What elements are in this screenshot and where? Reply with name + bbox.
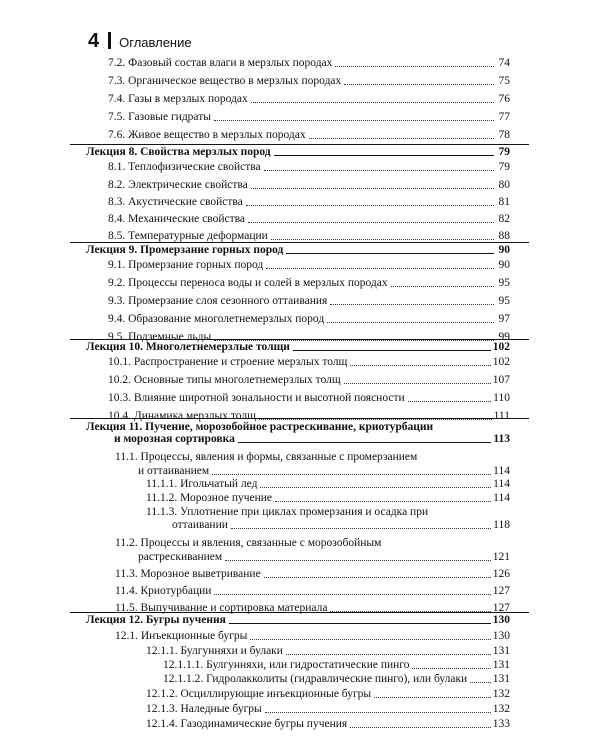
toc-entry-11-3[interactable] [115, 568, 510, 581]
toc-entry-page: 110 [493, 392, 510, 404]
toc-entry-10-1[interactable] [108, 356, 510, 369]
toc-entry-page: 102 [492, 356, 510, 368]
toc-entry-12-1-1-1[interactable] [163, 659, 510, 672]
toc-entry-title: 9.4. Образование многолетнемерзлых пород [108, 313, 325, 325]
toc-entry-7-6[interactable] [108, 129, 510, 142]
toc-entry-page: 121 [492, 551, 510, 563]
toc-entry-title: 11.5. Выпучивание и сортировка материала [115, 602, 328, 614]
toc-entry-11-1-1[interactable] [146, 478, 510, 491]
toc-entry-11-4[interactable] [115, 585, 510, 598]
toc-entry-9-1[interactable] [108, 259, 510, 272]
lecture-rule [70, 339, 529, 340]
toc-entry-11-2[interactable] [138, 551, 510, 564]
toc-entry-title: оттаивании [172, 519, 228, 531]
toc-entry-page: 131 [492, 673, 510, 685]
toc-entry-page: 127 [492, 602, 510, 614]
toc-entry-11-1-line1[interactable]: 11.1. Процессы, явления и формы, связанные с промерзанием [115, 451, 418, 463]
toc-entry-page: 107 [492, 374, 510, 386]
toc-entry-11-1-2[interactable] [146, 492, 510, 505]
toc-entry-9-2[interactable] [108, 277, 510, 290]
toc-entry-title: 8.1. Теплофизические свойства [108, 161, 261, 173]
toc-entry-7-3[interactable] [108, 75, 510, 88]
toc-entry-title: 10.1. Распространение и строение мерзлых толщ [108, 356, 348, 368]
toc-entry-11-1-3[interactable] [172, 519, 510, 532]
toc-entry-page: 133 [492, 718, 510, 730]
toc-entry-12-1-2[interactable] [146, 688, 510, 701]
toc-entry-7-2[interactable] [108, 57, 510, 70]
toc-lecture-12[interactable] [86, 614, 510, 627]
toc-entry-title: 9.5. Подземные льды [108, 331, 212, 343]
toc-entry-8-1[interactable] [108, 161, 510, 174]
toc-lecture-8[interactable] [86, 146, 510, 159]
toc-entry-page: 79 [498, 146, 510, 158]
toc-entry-12-1-1[interactable] [146, 645, 510, 658]
toc-entry-page: 111 [493, 410, 510, 422]
toc-entry-page: 76 [498, 93, 510, 105]
toc-entry-page: 131 [492, 645, 510, 657]
toc-entry-title: 10.4. Динамика мерзлых толщ [108, 410, 256, 422]
toc-entry-11-1-3-line1[interactable]: 11.1.3. Уплотнение при циклах промерзания и осадка при [146, 506, 429, 518]
lecture-rule [70, 242, 529, 243]
toc-entry-title: 11.1.1. Игольчатый лед [146, 478, 258, 490]
toc-entry-10-2[interactable] [108, 374, 510, 387]
toc-entry-page: 114 [493, 492, 510, 504]
toc-entry-title: 7.4. Газы в мерзлых породах [108, 93, 248, 105]
toc-entry-title: 10.2. Основные типы многолетнемерзлых толщ [108, 374, 341, 386]
toc-entry-8-2[interactable] [108, 179, 510, 192]
toc-entry-title: 12.1.3. Наледные бугры [146, 703, 262, 715]
toc-entry-title: Лекция 8. Свойства мерзлых пород [86, 146, 271, 158]
page-number: 4 [88, 30, 100, 52]
toc-lecture-11-line1[interactable]: Лекция 11. Пучение, морозобойное растрескивание, криотурбации [86, 421, 434, 433]
toc-entry-title: Лекция 9. Промерзание горных пород [86, 244, 284, 256]
toc-entry-page: 113 [493, 433, 510, 445]
toc-entry-title: 11.1.2. Морозное пучение [146, 492, 273, 504]
toc-entry-title: 7.2. Фазовый состав влаги в мерзлых породах [108, 57, 333, 69]
toc-entry-title: 11.3. Морозное выветривание [115, 568, 261, 580]
running-title: Оглавление [119, 35, 192, 50]
toc-entry-title: 9.2. Процессы переноса воды и солей в мерзлых породах [108, 277, 388, 289]
toc-entry-title: 11.4. Криотурбации [115, 585, 212, 597]
toc-entry-8-4[interactable] [108, 213, 510, 226]
toc-entry-title: 10.3. Влияние широтной зональности и высотной поясности [108, 392, 405, 404]
toc-entry-title: 7.6. Живое вещество в мерзлых породах [108, 129, 306, 141]
toc-entry-8-3[interactable] [108, 196, 510, 209]
toc-entry-9-3[interactable] [108, 295, 510, 308]
toc-lecture-9[interactable] [86, 244, 510, 257]
toc-entry-12-1-3[interactable] [146, 703, 510, 716]
toc-entry-page: 102 [492, 341, 510, 353]
toc-entry-page: 130 [492, 630, 510, 642]
toc-entry-title: 12.1.4. Газодинамические бугры пучения [146, 718, 348, 730]
lecture-rule [70, 144, 529, 145]
toc-entry-page: 114 [493, 465, 510, 477]
toc-entry-page: 74 [498, 57, 510, 69]
toc-entry-page: 88 [498, 230, 510, 242]
toc-entry-page: 79 [498, 161, 510, 173]
toc-entry-page: 99 [498, 331, 510, 343]
toc-entry-title: и морозная сортировка [114, 433, 235, 445]
toc-entry-12-1[interactable] [115, 630, 510, 643]
toc-entry-page: 132 [492, 703, 510, 715]
toc-entry-12-1-4[interactable] [146, 718, 510, 731]
toc-entry-title: 8.5. Температурные деформации [108, 230, 268, 242]
toc-entry-title: 12.1.1.1. Булгунняхи, или гидростатические пинго [163, 659, 410, 671]
toc-entry-page: 130 [492, 614, 510, 626]
toc-entry-page: 126 [492, 568, 510, 580]
toc-entry-10-3[interactable] [108, 392, 510, 405]
toc-entry-page: 90 [498, 244, 510, 256]
lecture-rule [70, 418, 529, 419]
toc-entry-page: 75 [498, 75, 510, 87]
toc-entry-title: 9.1. Промерзание горных пород [108, 259, 264, 271]
toc-entry-page: 95 [498, 277, 510, 289]
toc-entry-page: 90 [498, 259, 510, 271]
toc-entry-11-2-line1[interactable]: 11.2. Процессы и явления, связанные с морозобойным [115, 537, 382, 549]
lecture-rule [70, 612, 529, 613]
toc-lecture-10[interactable] [86, 341, 510, 354]
toc-entry-title: и оттаиванием [138, 465, 210, 477]
toc-entry-title: Лекция 12. Бугры пучения [86, 614, 226, 626]
toc-entry-title: Лекция 10. Многолетнемерзлые толщи [86, 341, 290, 353]
toc-entry-11-1[interactable] [138, 465, 510, 478]
toc-entry-page: 97 [498, 313, 510, 325]
toc-entry-9-4[interactable] [108, 313, 510, 326]
toc-entry-title: 7.3. Органическое вещество в мерзлых породах [108, 75, 342, 87]
toc-entry-page: 131 [492, 659, 510, 671]
toc-entry-page: 80 [498, 179, 510, 191]
toc-entry-title: растрескиванием [138, 551, 223, 563]
toc-entry-title: 8.2. Электрические свойства [108, 179, 248, 191]
toc-entry-page: 114 [493, 478, 510, 490]
toc-entry-12-1-1-2[interactable] [163, 673, 510, 686]
toc-entry-title: 9.3. Промерзание слоя сезонного оттаивания [108, 295, 328, 307]
toc-entry-7-5[interactable] [108, 111, 510, 124]
toc-entry-title: 8.4. Механические свойства [108, 213, 246, 225]
toc-entry-page: 118 [493, 519, 510, 531]
toc-entry-title: 12.1. Инъекционные бугры [115, 630, 248, 642]
toc-entry-title: 12.1.2. Осциллирующие инъекционные бугры [146, 688, 372, 700]
toc-entry-title: 8.3. Акустические свойства [108, 196, 243, 208]
toc-entry-page: 77 [498, 111, 510, 123]
toc-entry-page: 82 [498, 213, 510, 225]
toc-entry-page: 78 [498, 129, 510, 141]
toc-entry-page: 81 [498, 196, 510, 208]
toc-entry-page: 127 [492, 585, 510, 597]
toc-entry-page: 132 [492, 688, 510, 700]
toc-entry-title: 7.5. Газовые гидраты [108, 111, 211, 123]
toc-entry-title: 12.1.1. Булгунняхи и булаки [146, 645, 283, 657]
toc-entry-title: 12.1.1.2. Гидролакколиты (гидравлические пинго), или булаки [163, 673, 468, 685]
toc-entry-7-4[interactable] [108, 93, 510, 106]
toc-lecture-11[interactable] [114, 433, 510, 446]
toc-entry-page: 95 [498, 295, 510, 307]
